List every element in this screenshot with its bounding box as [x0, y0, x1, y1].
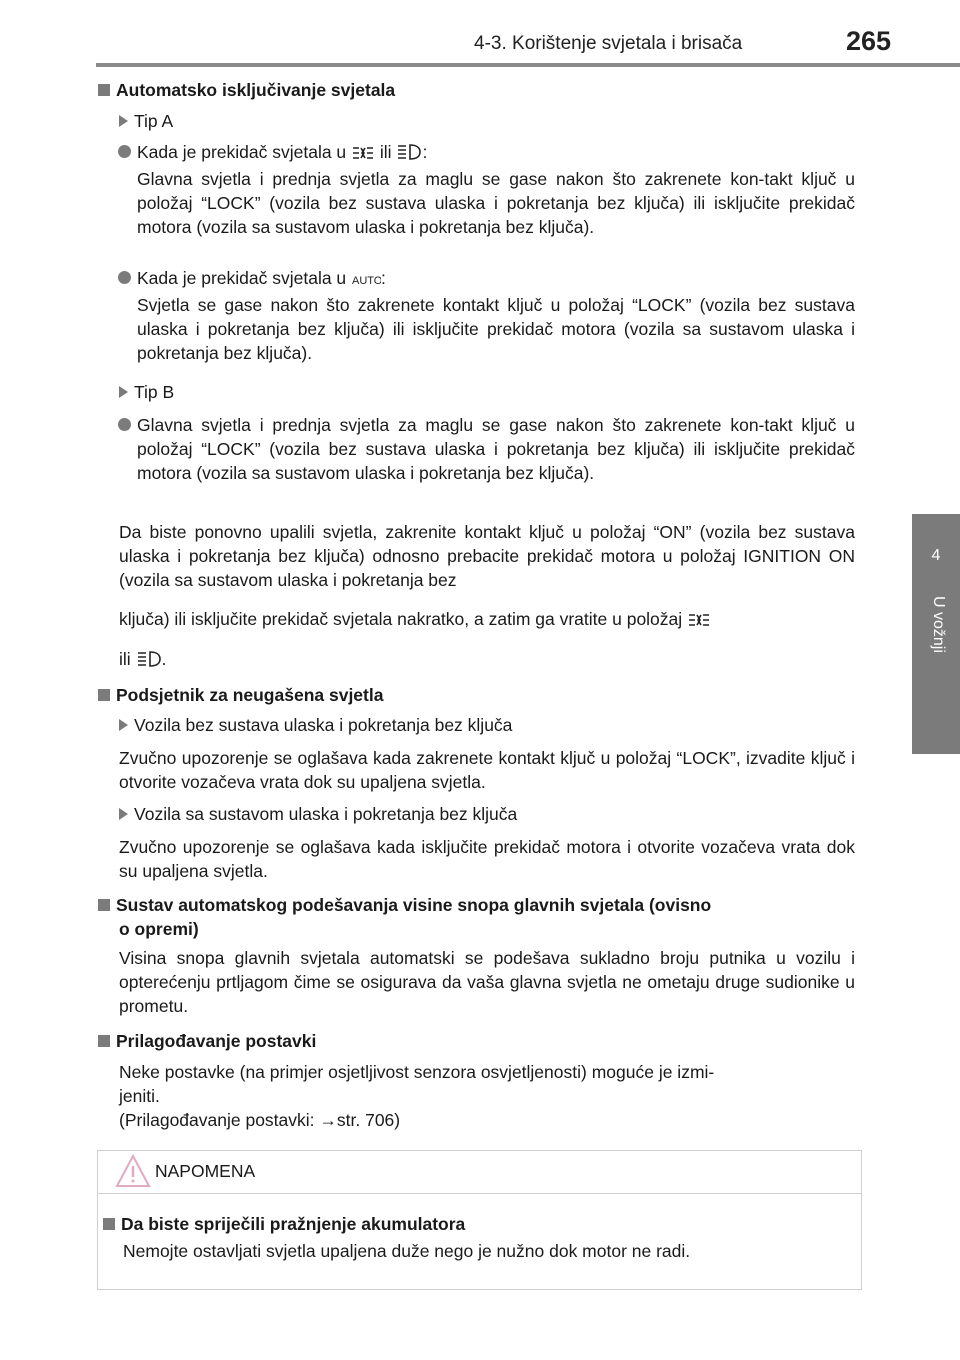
auto-light-icon [351, 269, 381, 293]
triangle-bullet-icon [119, 386, 128, 398]
section-heading: Sustav automatskog podešavanja visine snopa glavnih svjetala (ovisno [98, 893, 856, 917]
triangle-bullet-icon [119, 719, 128, 731]
paragraph-line: ili . [119, 647, 855, 674]
square-bullet-icon [103, 1218, 115, 1230]
parking-light-icon [351, 143, 375, 167]
bullet-text: Glavna svjetla i prednja svjetla za maglu se gase nakon što zakrenete kon-takt ključ u položaj “LOCK” (vozila bez sustava ulaska i pokretanja bez ključa) ili isključite prekidač motora (vozila sa sustavom ulaska i pokretanja bez ključa). [137, 415, 855, 483]
headlight-icon [396, 143, 422, 167]
paragraph-line: Neke postavke (na primjer osjetljivost senzora osvjetljenosti) moguće je izmi- [119, 1062, 715, 1082]
warning-triangle-icon [114, 1153, 152, 1195]
paragraph: Da biste ponovno upalili svjetla, zakrenite kontakt ključ u položaj “ON” (vozila bez sustava ulaska i pokretanja bez ključa) odnosno prebacite prekidač motora u položaj IGNITION ON (vozila sa sustavom ulaska i pokretanja bez [119, 522, 855, 590]
square-bullet-icon [98, 689, 110, 701]
square-bullet-icon [98, 899, 110, 911]
square-bullet-icon [98, 84, 110, 96]
notice-header [98, 1151, 861, 1194]
page-number: 265 [846, 26, 892, 56]
bullet-text: Svjetla se gase nakon što zakrenete kontakt ključ u položaj “LOCK” (vozila bez sustava ulaska i pokretanja bez ključa) ili isključite prekidač motora (vozila sa sustavom ulaska i pokretanja bez ključa). [137, 295, 855, 363]
section-heading: Podsjetnik za neugašena svjetla [98, 683, 383, 707]
section-title: 4-3. Korištenje svjetala i brisača [474, 33, 743, 54]
paragraph-line: jeniti. [119, 1086, 160, 1106]
round-bullet-icon [118, 145, 131, 158]
headlight-icon [136, 650, 162, 674]
paragraph: Zvučno upozorenje se oglašava kada zakrenete kontakt ključ u položaj “LOCK”, izvadite ključ i otvorite vozačeva vrata dok su upaljena svjetla. [119, 748, 855, 792]
paragraph-line: ključa) ili isključite prekidač svjetala nakratko, a zatim ga vratite u položaj [119, 607, 855, 634]
notice-text: Nemojte ostavljati svjetla upaljena duže nego je nužno dok motor ne radi. [123, 1241, 691, 1261]
notice-title: NAPOMENA [155, 1161, 256, 1181]
chapter-label: U vožnji [930, 596, 947, 653]
triangle-bullet-icon [119, 808, 128, 820]
page-header [0, 0, 960, 60]
bullet-intro: Kada je prekidač svjetala u ili : [137, 140, 855, 167]
section-heading: Prilagođavanje postavki [98, 1029, 316, 1053]
parking-light-icon [687, 610, 711, 634]
variant-heading: Vozila sa sustavom ulaska i pokretanja bez ključa [119, 802, 517, 826]
variant-heading: Tip B [119, 380, 174, 404]
section-heading: Automatsko isključivanje svjetala [98, 78, 395, 102]
variant-heading: Tip A [119, 109, 173, 133]
notice-subtitle: Da biste spriječili pražnjenje akumulatora [103, 1212, 465, 1236]
variant-heading: Vozila bez sustava ulaska i pokretanja bez ključa [119, 713, 512, 737]
svg-text:AUTO: AUTO [352, 275, 382, 287]
section-heading-continued: o opremi) [119, 919, 199, 939]
chapter-number: 4 [931, 547, 941, 564]
bullet-text: Glavna svjetla i prednja svjetla za maglu se gase nakon što zakrenete kon-takt ključ u položaj “LOCK” (vozila bez sustava ulaska i pokretanja bez ključa) ili isključite prekidač motora (vozila sa sustavom ulaska i pokretanja bez ključa). [137, 169, 855, 237]
header-divider [96, 63, 960, 67]
notice-box [97, 1150, 862, 1290]
bullet-item [137, 140, 855, 239]
paragraph: Visina snopa glavnih svjetala automatski se podešava sukladno broju putnika u vozilu i opterećenju prtljagom čime se osigurava da vaša glavna svjetla ne ometaju druge sudionike u prometu. [119, 948, 855, 1016]
triangle-bullet-icon [119, 115, 128, 127]
bullet-item [137, 266, 855, 365]
square-bullet-icon [98, 1035, 110, 1047]
bullet-intro: Kada je prekidač svjetala u AUTO : [137, 266, 855, 293]
round-bullet-icon [118, 271, 131, 284]
paragraph: Zvučno upozorenje se oglašava kada isključite prekidač motora i otvorite vozačeva vrata dok su upaljena svjetla. [119, 837, 855, 881]
round-bullet-icon [118, 418, 131, 431]
chapter-tab [912, 514, 960, 754]
cross-reference: (Prilagođavanje postavki: →str. 706) [119, 1110, 401, 1130]
